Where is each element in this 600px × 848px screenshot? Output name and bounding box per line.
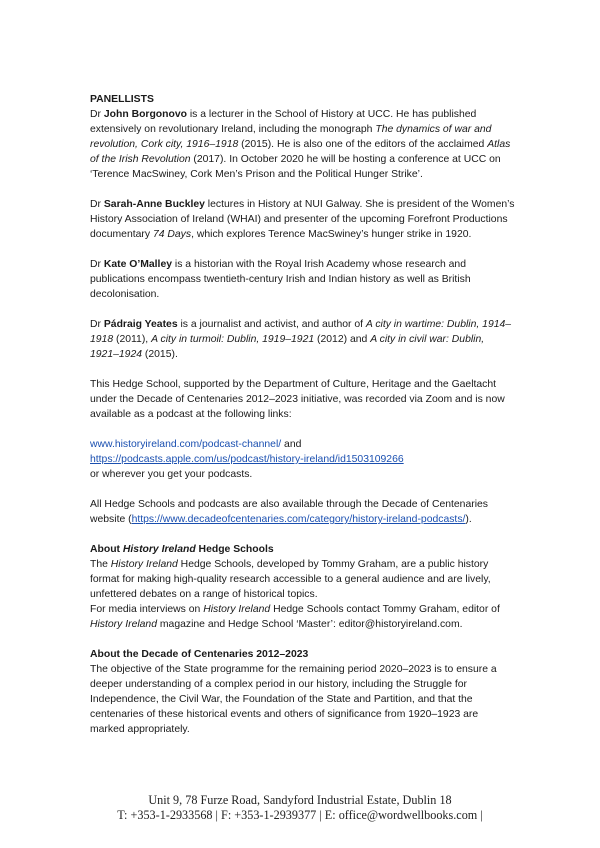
- about-decade-heading: About the Decade of Centenaries 2012–2023: [90, 649, 309, 660]
- documentary-title: 74 Days: [152, 229, 192, 240]
- title-text: Dr: [90, 109, 104, 120]
- body-text: magazine and Hedge School ‘Master’: editor@historyireland.com.: [157, 619, 463, 630]
- magazine-title: History Ireland: [90, 619, 157, 630]
- magazine-title: History Ireland: [110, 559, 178, 570]
- book-title: A city in wartime: Dublin, 1914–1918: [90, 319, 512, 345]
- bio-text: is a lecturer in the School of History at UCC. He has published extensively on revolutionary Ireland, including the monograph: [90, 109, 477, 135]
- panellist-name: John Borgonovo: [103, 109, 187, 120]
- all-schools-text: All Hedge Schools and podcasts are also available through the Decade of Centenaries website (: [90, 499, 488, 525]
- book-title: A city in turmoil: Dublin, 1919–1921: [151, 334, 315, 345]
- panellist-borgonovo: [90, 107, 515, 182]
- heading-text: Hedge Schools: [195, 544, 274, 555]
- all-schools-text-end: ).: [465, 514, 472, 525]
- bio-text: (2011),: [113, 334, 152, 345]
- body-text: Hedge Schools, developed by Tommy Graham, are a public history format for making high-quality research accessible to a general audience and are lively, unfettered debates on a range of historical topics.: [90, 559, 491, 600]
- body-text: Hedge Schools contact Tommy Graham, editor of: [270, 604, 500, 615]
- apple-podcasts-link[interactable]: https://podcasts.apple.com/us/podcast/history-ireland/id1503109266: [90, 454, 404, 465]
- bio-text: (2015). He is also one of the editors of the acclaimed: [238, 139, 488, 150]
- podcast-channel-link[interactable]: www.historyireland.com/podcast-channel/: [90, 439, 282, 450]
- bio-text: (2017). In October 2020 he will be hosting a conference at UCC on ‘Terence MacSwiney, Cork Men’s Prison and the Political Hunger Strike’.: [90, 154, 501, 180]
- title-text: Dr: [90, 259, 104, 270]
- about-decade-body: The objective of the State programme for the remaining period 2020–2023 is to ensure a deeper understanding of a complex period in our history, including the Struggle for Independence, the Civil War, the Foundation of the State and Partition, and that the centenaries of these historical events and others of significance from 1920–1923 are marked appropriately.: [90, 664, 497, 735]
- title-text: Dr: [90, 319, 104, 330]
- all-schools-paragraph: [90, 497, 515, 527]
- book-title: A city in civil war: Dublin, 1921–1924: [90, 334, 485, 360]
- heading-text: About: [90, 544, 123, 555]
- and-text: and: [281, 439, 302, 450]
- bio-text: lectures in History at NUI Galway. She is president of the Women’s History Association of Ireland (WHAI) and presenter of the upcoming Forefront Productions documentary: [90, 199, 515, 240]
- media-interviews-paragraph: [90, 602, 515, 632]
- footer-contact: T: +353-1-2933568 | F: +353-1-2939377 | E: office@wordwellbooks.com |: [117, 808, 483, 822]
- heading-italic: History Ireland: [122, 544, 196, 555]
- body-text: The: [90, 559, 111, 570]
- bio-text: (2015).: [142, 349, 178, 360]
- bio-text: , which explores Terence MacSwiney’s hunger strike in 1920.: [191, 229, 472, 240]
- podcasts-tail-text: or wherever you get your podcasts.: [90, 469, 253, 480]
- body-text: For media interviews on: [90, 604, 204, 615]
- document-body: [90, 92, 515, 737]
- about-history-ireland-heading: [90, 542, 515, 557]
- bio-text: is a historian with the Royal Irish Academy whose research and publications encompass twentieth-century Irish and Indian history as well as British decolonisation.: [90, 259, 471, 300]
- title-text: Dr: [90, 199, 104, 210]
- decade-of-centenaries-link[interactable]: https://www.decadeofcentenaries.com/category/history-ireland-podcasts/: [131, 514, 466, 525]
- magazine-title: History Ireland: [203, 604, 271, 615]
- panellist-name: Kate O’Malley: [103, 259, 173, 270]
- about-history-ireland-body: [90, 557, 515, 602]
- panellist-buckley: [90, 197, 515, 242]
- bio-text: (2012) and: [314, 334, 371, 345]
- panellists-heading: PANELLISTS: [90, 94, 154, 105]
- panellist-yeates: [90, 317, 515, 362]
- page-footer: [0, 793, 600, 823]
- book-title: Atlas of the Irish Revolution: [90, 139, 511, 165]
- bio-text: is a journalist and activist, and author of: [177, 319, 366, 330]
- panellist-name: Pádraig Yeates: [103, 319, 178, 330]
- podcast-links: [90, 437, 515, 482]
- footer-address: Unit 9, 78 Furze Road, Sandyford Industrial Estate, Dublin 18: [148, 793, 452, 807]
- hedge-school-paragraph: This Hedge School, supported by the Department of Culture, Heritage and the Gaeltacht under the Decade of Centenaries 2012–2023 initiative, was recorded via Zoom and is now available as a podcast at the following links:: [90, 379, 505, 420]
- panellist-name: Sarah-Anne Buckley: [103, 199, 205, 210]
- panellist-omalley: [90, 257, 515, 302]
- book-title: The dynamics of war and revolution, Cork city, 1916–1918: [90, 124, 492, 150]
